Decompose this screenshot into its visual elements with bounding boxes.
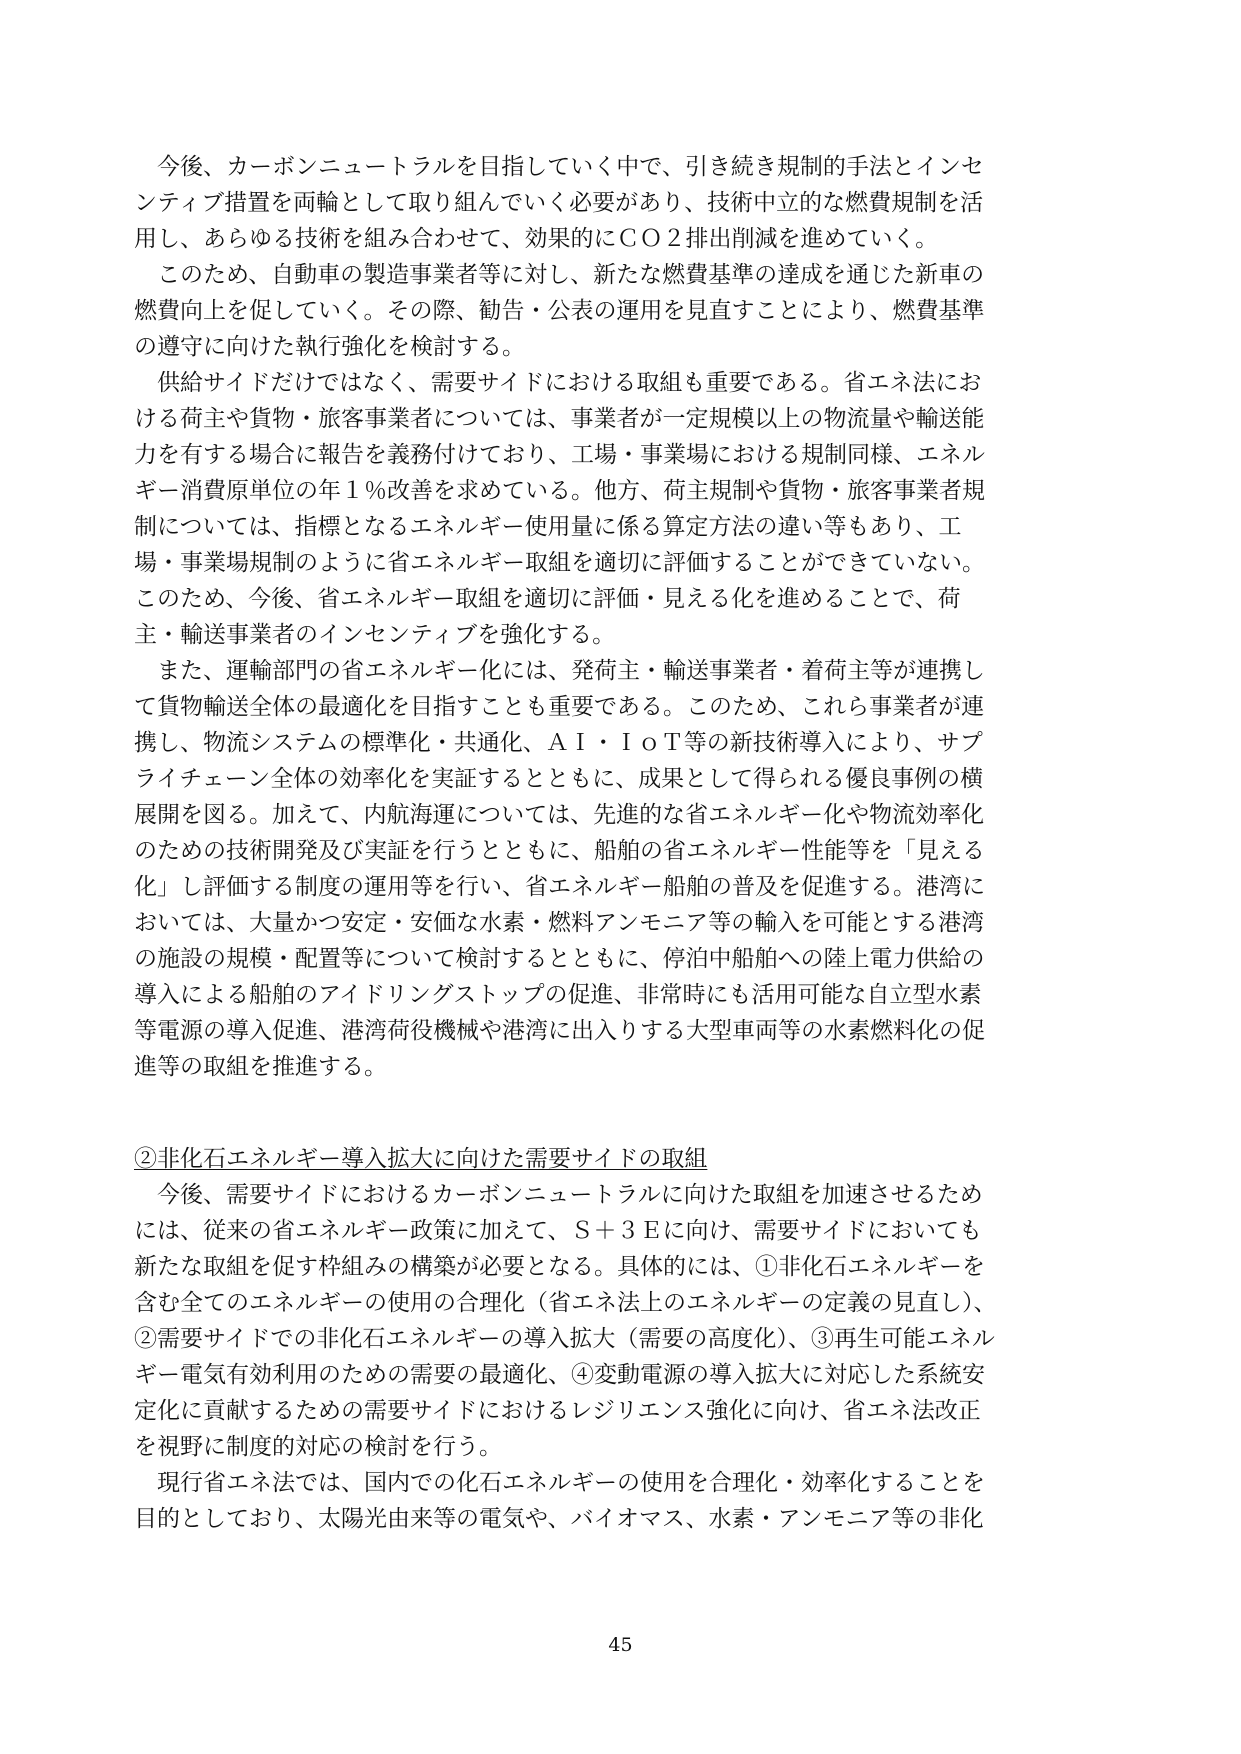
- section-line: には、従来の省エネルギー政策に加えて、Ｓ＋３Ｅに向け、需要サイドにおいても: [134, 1218, 983, 1244]
- section-line: 新たな取組を促す枠組みの構築が必要となる。具体的には、①非化石エネルギーを: [134, 1254, 985, 1280]
- body-line: のための技術開発及び実証を行うとともに、船舶の省エネルギー性能等を「見える: [134, 838, 985, 864]
- body-line: このため、自動車の製造事業者等に対し、新たな燃費基準の達成を通じた新車の: [134, 262, 985, 288]
- body-line: の施設の規模・配置等について検討するとともに、停泊中船舶への陸上電力供給の: [134, 946, 985, 972]
- body-line: 等電源の導入促進、港湾荷役機械や港湾に出入りする大型車両等の水素燃料化の促: [134, 1018, 985, 1044]
- body-line: おいては、大量かつ安定・安価な水素・燃料アンモニア等の輸入を可能とする港湾: [134, 910, 985, 936]
- page-number: 45: [608, 1634, 633, 1656]
- body-line: 進等の取組を推進する。: [134, 1054, 387, 1080]
- body-line: 導入による船舶のアイドリングストップの促進、非常時にも活用可能な自立型水素: [134, 982, 982, 1008]
- section-heading: ②非化石エネルギー導入拡大に向けた需要サイドの取組: [134, 1146, 708, 1172]
- body-line: 今後、カーボンニュートラルを目指していく中で、引き続き規制的手法とインセ: [134, 154, 984, 180]
- body-line: ギー消費原単位の年１％改善を求めている。他方、荷主規制や貨物・旅客事業者規: [134, 478, 985, 504]
- body-line: 主・輸送事業者のインセンティブを強化する。: [134, 622, 616, 648]
- body-line: 供給サイドだけではなく、需要サイドにおける取組も重要である。省エネ法にお: [134, 370, 982, 396]
- body-line: ンティブ措置を両輪として取り組んでいく必要があり、技術中立的な燃費規制を活: [134, 190, 984, 216]
- body-line: て貨物輸送全体の最適化を目指すことも重要である。このため、これら事業者が連: [134, 694, 985, 720]
- section-line: 目的としており、太陽光由来等の電気や、バイオマス、水素・アンモニア等の非化: [134, 1506, 984, 1532]
- body-line: 制については、指標となるエネルギー使用量に係る算定方法の違い等もあり、工: [134, 514, 962, 540]
- body-line: の遵守に向けた執行強化を検討する。: [134, 334, 525, 360]
- section-line: 定化に貢献するための需要サイドにおけるレジリエンス強化に向け、省エネ法改正: [134, 1398, 981, 1424]
- section-line: 今後、需要サイドにおけるカーボンニュートラルに向けた取組を加速させるため: [134, 1182, 983, 1208]
- body-line: 用し、あらゆる技術を組み合わせて、効果的にＣＯ２排出削減を進めていく。: [134, 226, 939, 252]
- body-line: 化」し評価する制度の運用等を行い、省エネルギー船舶の普及を促進する。港湾に: [134, 874, 985, 900]
- body-line: このため、今後、省エネルギー取組を適切に評価・見える化を進めることで、荷: [134, 586, 961, 612]
- body-line: 展開を図る。加えて、内航海運については、先進的な省エネルギー化や物流効率化: [134, 802, 985, 828]
- body-line: 燃費向上を促していく。その際、勧告・公表の運用を見直すことにより、燃費基準: [134, 298, 985, 324]
- body-line: ライチェーン全体の効率化を実証するとともに、成果として得られる優良事例の横: [134, 766, 984, 792]
- section-line: を視野に制度的対応の検討を行う。: [134, 1434, 502, 1460]
- body-line: 力を有する場合に報告を義務付けており、工場・事業場における規制同様、エネル: [134, 442, 985, 468]
- section-line: ②需要サイドでの非化石エネルギーの導入拡大（需要の高度化）、③再生可能エネル: [134, 1326, 995, 1352]
- section-line: ギー電気有効利用のための需要の最適化、④変動電源の導入拡大に対応した系統安: [134, 1362, 985, 1388]
- section-line: 現行省エネ法では、国内での化石エネルギーの使用を合理化・効率化することを: [134, 1470, 985, 1496]
- body-line: ける荷主や貨物・旅客事業者については、事業者が一定規模以上の物流量や輸送能: [134, 406, 985, 432]
- body-line: また、運輸部門の省エネルギー化には、発荷主・輸送事業者・着荷主等が連携し: [134, 658, 985, 684]
- section-line: 含む全てのエネルギーの使用の合理化（省エネ法上のエネルギーの定義の見直し）、: [134, 1290, 997, 1316]
- body-line: 携し、物流システムの標準化・共通化、ＡＩ・ＩｏＴ等の新技術導入により、サプ: [134, 730, 983, 756]
- body-line: 場・事業場規制のように省エネルギー取組を適切に評価することができていない。: [134, 550, 985, 576]
